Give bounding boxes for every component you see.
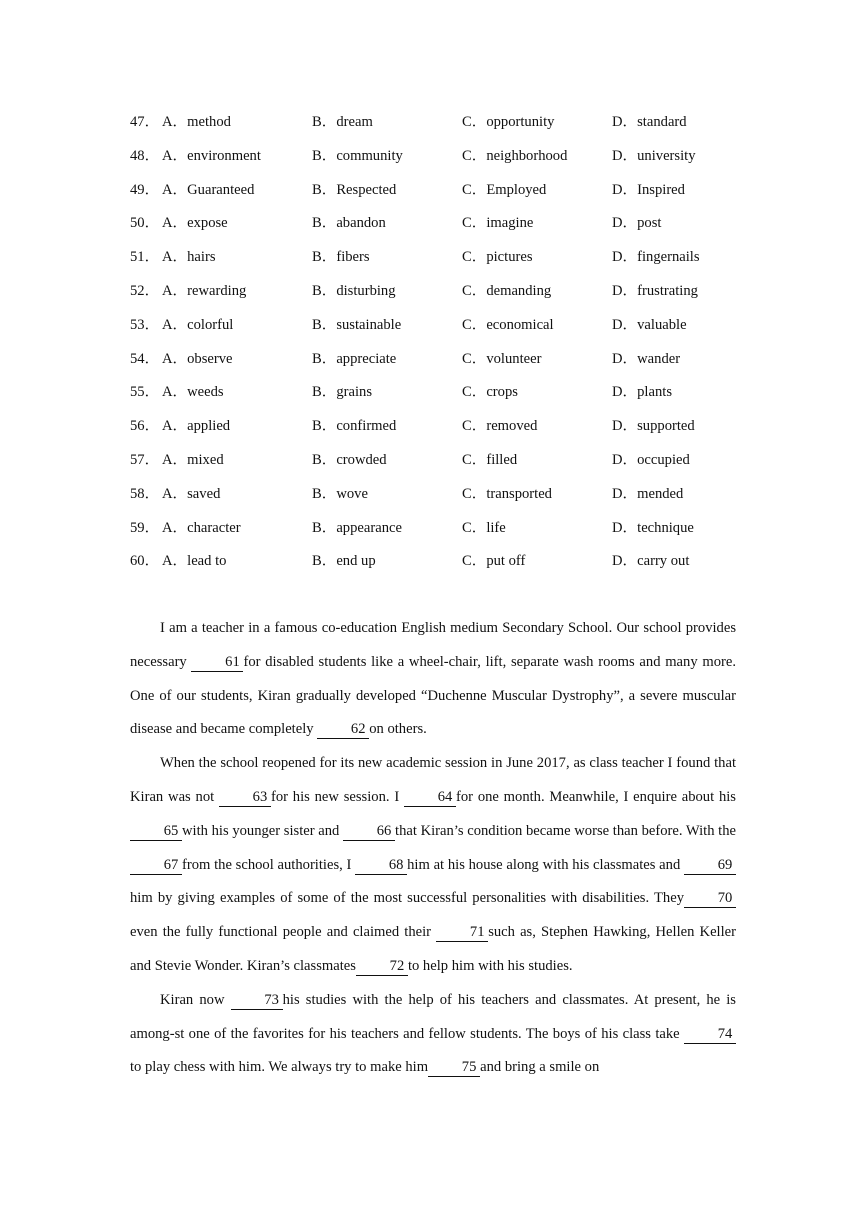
option-d: D．fingernails xyxy=(612,249,700,266)
paragraph-2 xyxy=(130,747,736,984)
blank-67: 67 xyxy=(130,856,182,875)
option-c: C．opportunity xyxy=(462,114,555,130)
question-number: 58． xyxy=(130,485,160,502)
option-c: C．crops xyxy=(462,384,518,401)
option-d: D．occupied xyxy=(612,451,690,468)
blank-64: 64 xyxy=(404,788,456,807)
blank-63: 63 xyxy=(219,788,271,807)
option-a: A．character xyxy=(162,519,241,536)
passage-text: even the fully functional people and claimed their xyxy=(130,924,437,941)
option-b: B．grains xyxy=(312,384,372,401)
blank-73: 73 xyxy=(231,991,283,1010)
passage-text: When the school reopened for its new academic session in June 2017, as class teacher I found that Kiran was not xyxy=(130,755,736,805)
question-row xyxy=(130,547,750,581)
option-b: B．end up xyxy=(312,553,376,570)
option-b: B．disturbing xyxy=(312,282,396,299)
option-b: B．community xyxy=(312,147,403,164)
option-c: C．transported xyxy=(462,485,552,502)
passage-text: his studies with the help of his teachers and classmates. At present, he is among-st one of the favorites for his teachers and fellow students. The boys of his class take xyxy=(130,991,736,1042)
passage-text: to play chess with him. We always try to make him xyxy=(130,1059,429,1076)
option-b: B．dream xyxy=(312,114,373,130)
question-row xyxy=(130,378,750,412)
option-d: D．technique xyxy=(612,519,694,536)
option-c: C．economical xyxy=(462,316,554,333)
option-a: A．colorful xyxy=(162,316,234,333)
option-b: B．fibers xyxy=(312,249,370,266)
option-a: A．saved xyxy=(162,485,221,502)
question-row xyxy=(130,176,750,210)
blank-75: 75 xyxy=(428,1058,480,1077)
option-d: D．valuable xyxy=(612,316,687,333)
option-b: B．appreciate xyxy=(312,350,397,367)
option-d: D．mended xyxy=(612,485,684,502)
question-number: 56． xyxy=(130,418,160,435)
blank-66: 66 xyxy=(343,822,395,841)
option-c: C．put off xyxy=(462,553,526,570)
option-a: A．Guaranteed xyxy=(162,181,255,198)
blank-71: 71 xyxy=(436,923,488,942)
question-number: 51． xyxy=(130,249,160,266)
question-number: 49． xyxy=(130,181,160,198)
option-d: D．standard xyxy=(612,114,687,130)
blank-65: 65 xyxy=(130,822,182,841)
option-a: A．mixed xyxy=(162,451,224,468)
blank-62: 62 xyxy=(317,720,369,739)
paragraph-3 xyxy=(130,984,736,1085)
question-row xyxy=(130,108,750,142)
question-row xyxy=(130,142,750,176)
option-c: C．demanding xyxy=(462,282,552,299)
option-c: C．filled xyxy=(462,451,518,468)
question-number: 57． xyxy=(130,451,160,468)
question-number: 59． xyxy=(130,519,160,536)
option-a: A．environment xyxy=(162,147,261,164)
option-c: C．Employed xyxy=(462,181,547,198)
option-d: D．supported xyxy=(612,418,695,435)
option-a: A．hairs xyxy=(162,249,216,266)
question-row xyxy=(130,243,750,277)
question-row xyxy=(130,514,750,548)
option-d: D．plants xyxy=(612,384,672,401)
option-b: B．Respected xyxy=(312,181,397,198)
passage-text: for his new session. I xyxy=(270,788,404,805)
option-c: C．neighborhood xyxy=(462,147,568,164)
option-b: B．sustainable xyxy=(312,316,402,333)
question-row xyxy=(130,412,750,446)
question-number: 48． xyxy=(130,147,160,164)
passage-text: such as, Stephen Hawking, Hellen Keller and Stevie Wonder. Kiran’s classmates xyxy=(130,924,737,974)
passage-text: for one month. Meanwhile, I enquire about his xyxy=(456,788,736,805)
passage-text: I am a teacher in a famous co-education English medium Secondary School. Our school provides necessary xyxy=(130,620,736,670)
options-list xyxy=(130,108,750,581)
option-b: B．appearance xyxy=(312,519,402,536)
option-a: A．expose xyxy=(162,215,228,232)
question-number: 54． xyxy=(130,350,160,367)
question-number: 50． xyxy=(130,215,160,232)
option-b: B．crowded xyxy=(312,451,387,468)
option-a: A．applied xyxy=(162,418,231,435)
question-row xyxy=(130,480,750,514)
option-d: D．post xyxy=(612,215,662,232)
option-a: A．lead to xyxy=(162,553,227,570)
question-row xyxy=(130,209,750,243)
blank-74: 74 xyxy=(684,1025,736,1044)
option-d: D．wander xyxy=(612,350,681,367)
cloze-passage xyxy=(130,612,736,1085)
option-d: D．carry out xyxy=(612,553,690,570)
question-number: 55． xyxy=(130,384,160,401)
passage-text: for disabled students like a wheel-chair, lift, separate wash rooms and many more. One of our students, Kiran gradually developed “Duchenne Muscular Dystrophy”, a severe muscular disease and became completely xyxy=(130,653,736,738)
option-d: D．Inspired xyxy=(612,181,685,198)
blank-69: 69 xyxy=(684,856,736,875)
option-c: C．pictures xyxy=(462,249,533,266)
option-c: C．imagine xyxy=(462,215,534,232)
passage-text: and bring a smile on xyxy=(480,1059,600,1076)
question-number: 52． xyxy=(130,282,160,299)
option-d: D．university xyxy=(612,147,696,164)
question-number: 60． xyxy=(130,553,160,570)
question-row xyxy=(130,345,750,379)
option-a: A．observe xyxy=(162,350,233,367)
option-a: A．weeds xyxy=(162,384,224,401)
option-c: C．removed xyxy=(462,418,538,435)
passage-text: with his younger sister and xyxy=(182,822,344,839)
option-b: B．confirmed xyxy=(312,418,397,435)
passage-text: that Kiran’s condition became worse than before. With the xyxy=(395,822,736,839)
question-row xyxy=(130,446,750,480)
option-a: A．rewarding xyxy=(162,282,247,299)
option-b: B．abandon xyxy=(312,215,386,232)
paragraph-1 xyxy=(130,612,736,747)
passage-text: Kiran now xyxy=(160,991,231,1008)
question-row xyxy=(130,277,750,311)
question-number: 47． xyxy=(130,114,160,130)
passage-text: him at his house along with his classmates and xyxy=(407,856,684,873)
blank-61: 61 xyxy=(191,653,243,672)
passage-text: to help him with his studies. xyxy=(407,957,573,974)
option-a: A．method xyxy=(162,114,231,130)
blank-70: 70 xyxy=(684,889,736,908)
blank-72: 72 xyxy=(356,957,408,976)
passage-text: from the school authorities, I xyxy=(182,856,356,873)
option-c: C．life xyxy=(462,519,506,536)
question-number: 53． xyxy=(130,316,160,333)
option-d: D．frustrating xyxy=(612,282,698,299)
passage-text: him by giving examples of some of the most successful personalities with disabilities. They xyxy=(130,890,684,907)
question-row xyxy=(130,311,750,345)
option-b: B．wove xyxy=(312,485,368,502)
blank-68: 68 xyxy=(355,856,407,875)
option-c: C．volunteer xyxy=(462,350,542,367)
passage-text: on others. xyxy=(369,721,427,738)
